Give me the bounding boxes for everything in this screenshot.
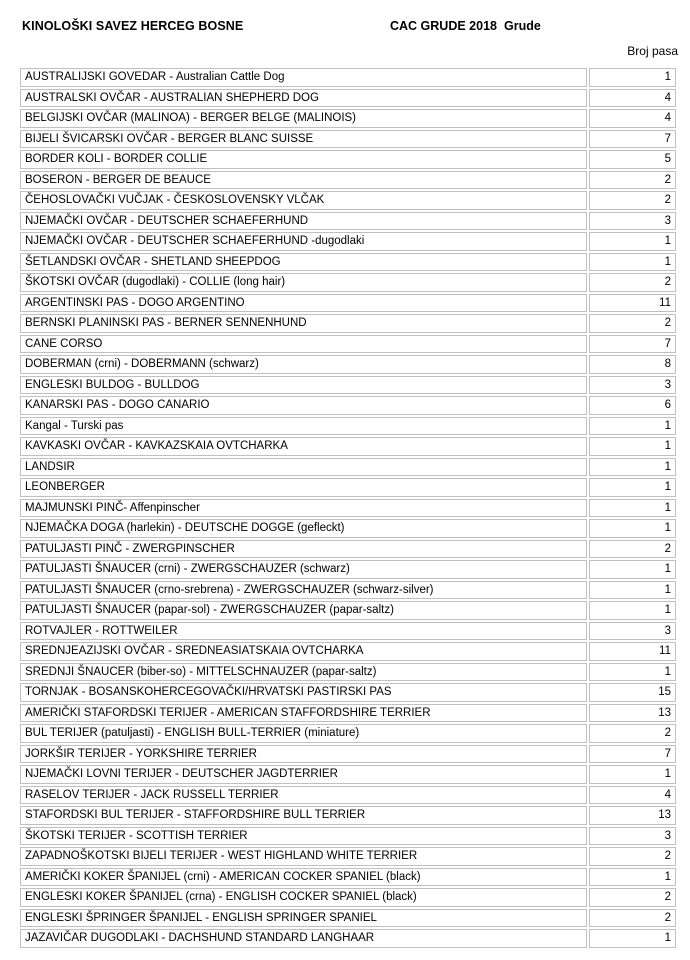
dog-count-cell: 1 (589, 437, 676, 456)
breed-name-cell: PATULJASTI PINČ - ZWERGPINSCHER (20, 540, 587, 559)
breed-name-cell: CANE CORSO (20, 335, 587, 354)
table-row (20, 171, 676, 190)
table-row (20, 314, 676, 333)
event-location: Grude (503, 19, 541, 33)
table-row (20, 499, 676, 518)
table-row (20, 437, 676, 456)
breed-name-cell: MAJMUNSKI PINČ- Affenpinscher (20, 499, 587, 518)
table-row (20, 376, 676, 395)
dog-count-cell: 7 (589, 130, 676, 149)
count-column-label: Broj pasa (627, 44, 678, 58)
table-row (20, 560, 676, 579)
breed-name-cell: JORKŠIR TERIJER - YORKSHIRE TERRIER (20, 745, 587, 764)
dog-count-cell: 3 (589, 212, 676, 231)
dog-count-cell: 2 (589, 314, 676, 333)
dog-count-cell: 1 (589, 232, 676, 251)
breed-name-cell: SREDNJEAZIJSKI OVČAR - SREDNEASIATSKAIA OVTCHARKA (20, 642, 587, 661)
dog-count-cell: 7 (589, 335, 676, 354)
dog-count-cell: 1 (589, 499, 676, 518)
table-row (20, 847, 676, 866)
dog-count-cell: 11 (589, 294, 676, 313)
table-row (20, 458, 676, 477)
breed-name-cell: BORDER KOLI - BORDER COLLIE (20, 150, 587, 169)
breed-name-cell: LEONBERGER (20, 478, 587, 497)
breed-name-cell: DOBERMAN (crni) - DOBERMANN (schwarz) (20, 355, 587, 374)
breed-name-cell: ARGENTINSKI PAS - DOGO ARGENTINO (20, 294, 587, 313)
breed-name-cell: AUSTRALSKI OVČAR - AUSTRALIAN SHEPHERD DOG (20, 89, 587, 108)
breed-name-cell: PATULJASTI ŠNAUCER (papar-sol) - ZWERGSCHAUZER (papar-saltz) (20, 601, 587, 620)
dog-count-cell: 2 (589, 191, 676, 210)
dog-count-cell: 2 (589, 724, 676, 743)
breed-name-cell: BUL TERIJER (patuljasti) - ENGLISH BULL-TERRIER (miniature) (20, 724, 587, 743)
table-row (20, 253, 676, 272)
table-row (20, 683, 676, 702)
dog-count-cell: 1 (589, 868, 676, 887)
dog-count-cell: 1 (589, 663, 676, 682)
breed-name-cell: AMERIČKI STAFORDSKI TERIJER - AMERICAN STAFFORDSHIRE TERRIER (20, 704, 587, 723)
breed-name-cell: ENGLESKI BULDOG - BULLDOG (20, 376, 587, 395)
dog-count-cell: 4 (589, 89, 676, 108)
table-row (20, 868, 676, 887)
table-row (20, 478, 676, 497)
table-row (20, 191, 676, 210)
org-title: KINOLOŠKI SAVEZ HERCEG BOSNE (22, 19, 244, 33)
table-row (20, 929, 676, 948)
table-row (20, 765, 676, 784)
table-row (20, 581, 676, 600)
breed-name-cell: ŠETLANDSKI OVČAR - SHETLAND SHEEPDOG (20, 253, 587, 272)
table-row (20, 909, 676, 928)
table-row (20, 68, 676, 87)
table-row (20, 601, 676, 620)
dog-count-cell: 2 (589, 171, 676, 190)
dog-count-cell: 1 (589, 581, 676, 600)
table-row (20, 519, 676, 538)
breed-name-cell: NJEMAČKA DOGA (harlekin) - DEUTSCHE DOGGE (gefleckt) (20, 519, 587, 538)
breed-table (18, 66, 678, 950)
table-row (20, 540, 676, 559)
breed-table-body (20, 68, 676, 948)
breed-name-cell: NJEMAČKI OVČAR - DEUTSCHER SCHAEFERHUND -dugodlaki (20, 232, 587, 251)
event-title (390, 19, 541, 33)
dog-count-cell: 8 (589, 355, 676, 374)
table-row (20, 130, 676, 149)
table-row (20, 806, 676, 825)
dog-count-cell: 1 (589, 253, 676, 272)
breed-name-cell: BOSERON - BERGER DE BEAUCE (20, 171, 587, 190)
breed-name-cell: SREDNJI ŠNAUCER (biber-so) - MITTELSCHNAUZER (papar-saltz) (20, 663, 587, 682)
breed-name-cell: TORNJAK - BOSANSKOHERCEGOVAČKI/HRVATSKI PASTIRSKI PAS (20, 683, 587, 702)
breed-name-cell: STAFORDSKI BUL TERIJER - STAFFORDSHIRE BULL TERRIER (20, 806, 587, 825)
table-row (20, 273, 676, 292)
table-row (20, 335, 676, 354)
dog-count-cell: 4 (589, 786, 676, 805)
dog-count-cell: 1 (589, 478, 676, 497)
breed-name-cell: NJEMAČKI OVČAR - DEUTSCHER SCHAEFERHUND (20, 212, 587, 231)
dog-count-cell: 1 (589, 68, 676, 87)
breed-name-cell: ROTVAJLER - ROTTWEILER (20, 622, 587, 641)
dog-count-cell: 3 (589, 622, 676, 641)
dog-count-cell: 13 (589, 704, 676, 723)
dog-count-cell: 1 (589, 929, 676, 948)
table-row (20, 89, 676, 108)
dog-count-cell: 7 (589, 745, 676, 764)
dog-count-cell: 1 (589, 519, 676, 538)
breed-name-cell: ŠKOTSKI TERIJER - SCOTTISH TERRIER (20, 827, 587, 846)
dog-count-cell: 1 (589, 601, 676, 620)
breed-name-cell: PATULJASTI ŠNAUCER (crno-srebrena) - ZWERGSCHAUZER (schwarz-silver) (20, 581, 587, 600)
breed-name-cell: JAZAVIČAR DUGODLAKI - DACHSHUND STANDARD LANGHAAR (20, 929, 587, 948)
dog-count-cell: 1 (589, 560, 676, 579)
table-row (20, 150, 676, 169)
breed-name-cell: RASELOV TERIJER - JACK RUSSELL TERRIER (20, 786, 587, 805)
table-row (20, 417, 676, 436)
dog-count-cell: 3 (589, 827, 676, 846)
dog-count-cell: 13 (589, 806, 676, 825)
table-row (20, 724, 676, 743)
breed-name-cell: ENGLESKI KOKER ŠPANIJEL (crna) - ENGLISH COCKER SPANIEL (black) (20, 888, 587, 907)
breed-name-cell: BELGIJSKI OVČAR (MALINOA) - BERGER BELGE (MALINOIS) (20, 109, 587, 128)
breed-name-cell: KAVKASKI OVČAR - KAVKAZSKAIA OVTCHARKA (20, 437, 587, 456)
dog-count-cell: 15 (589, 683, 676, 702)
breed-name-cell: BERNSKI PLANINSKI PAS - BERNER SENNENHUND (20, 314, 587, 333)
table-row (20, 294, 676, 313)
dog-count-cell: 1 (589, 458, 676, 477)
table-row (20, 642, 676, 661)
breed-name-cell: AMERIČKI KOKER ŠPANIJEL (crni) - AMERICAN COCKER SPANIEL (black) (20, 868, 587, 887)
breed-name-cell: ZAPADNOŠKOTSKI BIJELI TERIJER - WEST HIGHLAND WHITE TERRIER (20, 847, 587, 866)
breed-name-cell: ČEHOSLOVAČKI VUČJAK - ČESKOSLOVENSKY VLČAK (20, 191, 587, 210)
table-row (20, 109, 676, 128)
dog-count-cell: 6 (589, 396, 676, 415)
table-row (20, 355, 676, 374)
breed-name-cell: BIJELI ŠVICARSKI OVČAR - BERGER BLANC SUISSE (20, 130, 587, 149)
table-row (20, 888, 676, 907)
event-title-text: CAC GRUDE 2018 (390, 19, 497, 33)
dog-count-cell: 11 (589, 642, 676, 661)
dog-count-cell: 2 (589, 888, 676, 907)
table-row (20, 622, 676, 641)
breed-name-cell: AUSTRALIJSKI GOVEDAR - Australian Cattle Dog (20, 68, 587, 87)
dog-count-cell: 2 (589, 909, 676, 928)
dog-count-cell: 2 (589, 540, 676, 559)
dog-count-cell: 1 (589, 765, 676, 784)
dog-count-cell: 2 (589, 273, 676, 292)
dog-count-cell: 2 (589, 847, 676, 866)
breed-name-cell: LANDSIR (20, 458, 587, 477)
table-row (20, 745, 676, 764)
table-row (20, 663, 676, 682)
dog-count-cell: 5 (589, 150, 676, 169)
table-row (20, 827, 676, 846)
table-row (20, 396, 676, 415)
dog-count-cell: 1 (589, 417, 676, 436)
table-row (20, 704, 676, 723)
breed-name-cell: ENGLESKI ŠPRINGER ŠPANIJEL - ENGLISH SPRINGER SPANIEL (20, 909, 587, 928)
breed-name-cell: PATULJASTI ŠNAUCER (crni) - ZWERGSCHAUZER (schwarz) (20, 560, 587, 579)
breed-name-cell: Kangal - Turski pas (20, 417, 587, 436)
dog-count-cell: 4 (589, 109, 676, 128)
dog-count-cell: 3 (589, 376, 676, 395)
table-row (20, 232, 676, 251)
table-row (20, 786, 676, 805)
breed-name-cell: NJEMAČKI LOVNI TERIJER - DEUTSCHER JAGDTERRIER (20, 765, 587, 784)
breed-name-cell: ŠKOTSKI OVČAR (dugodlaki) - COLLIE (long hair) (20, 273, 587, 292)
breed-name-cell: KANARSKI PAS - DOGO CANARIO (20, 396, 587, 415)
table-row (20, 212, 676, 231)
